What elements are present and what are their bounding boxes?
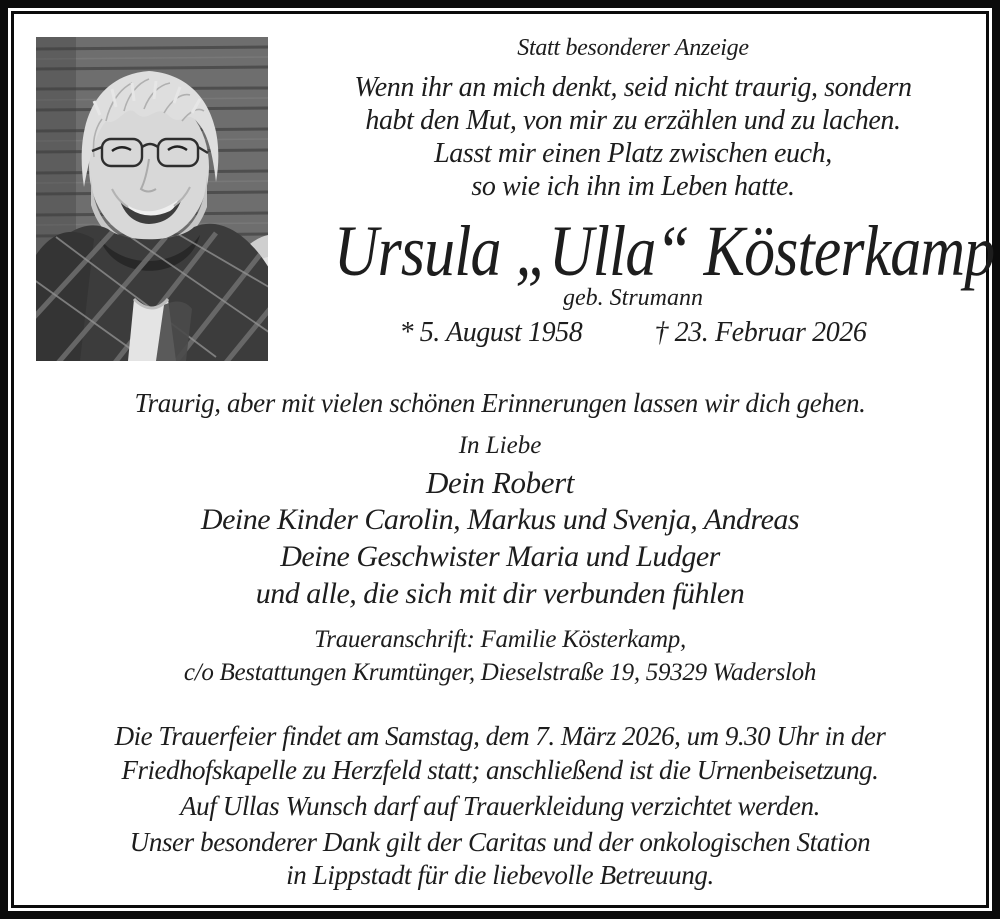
- mourning-address-line: c/o Bestattungen Krumtünger, Dieselstraße 19, 59329 Wadersloh: [183, 659, 817, 686]
- birth-date: * 5. August 1958: [399, 317, 583, 348]
- service-info-line: Friedhofskapelle zu Herzfeld statt; anschließend ist die Urnenbeisetzung.: [121, 755, 879, 785]
- poem: [280, 71, 986, 203]
- deceased-name: Ursula „Ulla“ Kösterkamp: [333, 211, 995, 291]
- life-dates: [280, 316, 986, 350]
- death-date: † 23. Februar 2026: [654, 317, 867, 348]
- thanks-line: Unser besonderer Dank gilt der Caritas und der onkologischen Station: [129, 827, 871, 857]
- portrait-photo: [36, 37, 268, 361]
- poem-line: Lasst mir einen Platz zwischen euch,: [434, 138, 832, 169]
- mourner-line: Deine Kinder Carolin, Markus und Svenja, Andreas: [200, 503, 800, 536]
- mourner-line: Dein Robert: [426, 465, 574, 500]
- farewell-text: Traurig, aber mit vielen schönen Erinnerungen lassen wir dich gehen.: [134, 388, 866, 418]
- maiden-name: geb. Strumann: [563, 285, 703, 311]
- poem-line: Wenn ihr an mich denkt, seid nicht traurig, sondern: [354, 72, 912, 103]
- pre-header-text: Statt besonderer Anzeige: [517, 35, 749, 61]
- poem-line: so wie ich ihn im Leben hatte.: [471, 171, 795, 202]
- mourner-line: Deine Geschwister Maria und Ludger: [280, 540, 720, 573]
- inner-frame-border: [11, 11, 995, 908]
- closing-text: In Liebe: [458, 432, 542, 459]
- service-info-line: Die Trauerfeier findet am Samstag, dem 7. März 2026, um 9.30 Uhr in der: [114, 721, 886, 751]
- wish-text: Auf Ullas Wunsch darf auf Trauerkleidung verzichtet werden.: [180, 791, 820, 821]
- poem-line: habt den Mut, von mir zu erzählen und zu lachen.: [365, 105, 901, 136]
- portrait-photo-illustration: [36, 37, 268, 361]
- body-block: [14, 386, 986, 892]
- thanks-line: in Lippstadt für die liebevolle Betreuung.: [286, 860, 714, 890]
- mourner-line: und alle, die sich mit dir verbunden fühlen: [255, 577, 745, 610]
- mourning-address-line: Traueranschrift: Familie Kösterkamp,: [314, 626, 686, 653]
- header-block: [280, 14, 995, 350]
